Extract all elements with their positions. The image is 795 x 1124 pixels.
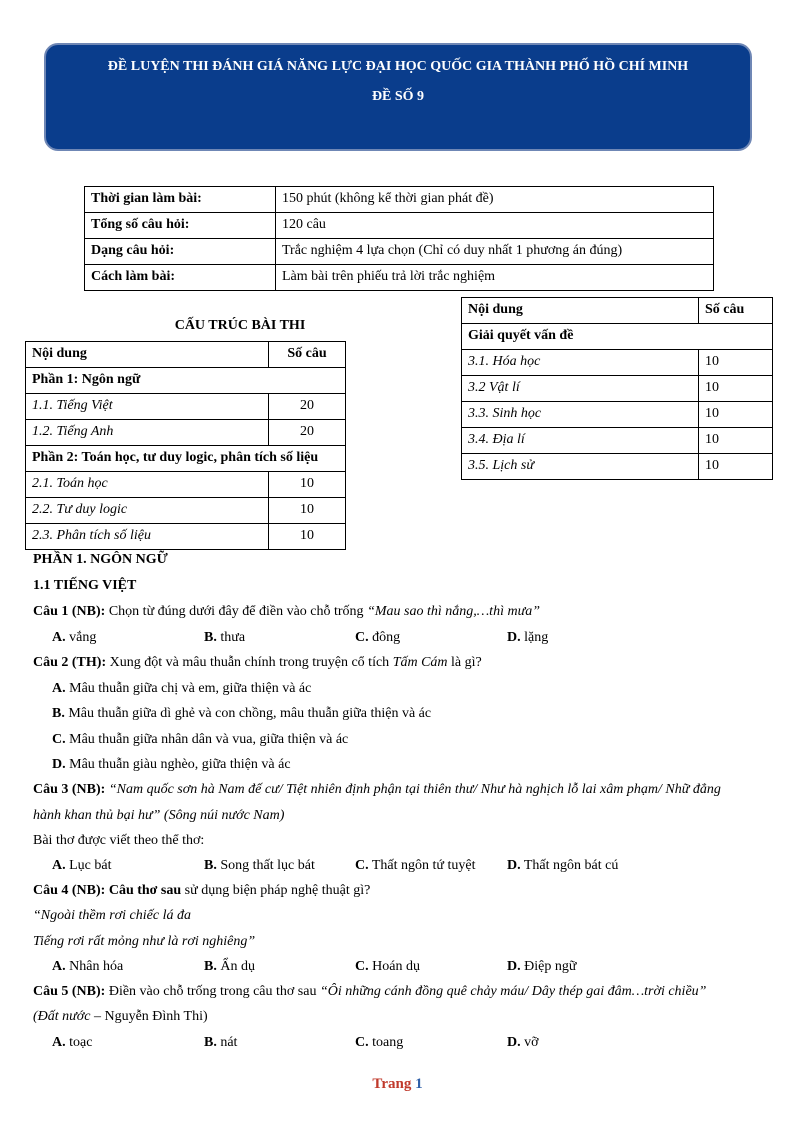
exam-title-banner (44, 43, 752, 151)
exam-info-table (84, 186, 714, 291)
option-text: Lục bát (69, 858, 112, 873)
section-heading: PHẦN 1. NGÔN NGỮ (33, 552, 168, 567)
option-text: Hoán dụ (372, 959, 420, 974)
option-a (52, 959, 123, 975)
option-d (507, 959, 576, 975)
topic-name: 3.3. Sinh học (462, 402, 699, 428)
page-label: Trang (372, 1076, 412, 1092)
topic-count: 10 (699, 376, 773, 402)
table-row (85, 265, 714, 291)
option-text: Ẩn dụ (220, 959, 255, 974)
topic-name: 1.1. Tiếng Việt (26, 394, 269, 420)
option-letter: D. (507, 858, 521, 873)
option-text: thưa (220, 630, 246, 645)
option-text: Mâu thuẫn giữa dì ghẻ và con chồng, mâu thuẫn giữa thiện và ác (68, 706, 432, 721)
option-text: Điệp ngữ (524, 959, 577, 974)
question-label: Câu 1 (NB): (33, 604, 106, 619)
topic-name: 1.2. Tiếng Anh (26, 420, 269, 446)
option-letter: B. (204, 858, 217, 873)
option-letter: A. (52, 630, 66, 645)
option-d (52, 757, 291, 773)
option-d (507, 1035, 539, 1051)
option-c (355, 630, 400, 646)
option-c (355, 1035, 403, 1051)
column-header: Số câu (269, 342, 346, 368)
option-letter: C. (355, 959, 369, 974)
info-label: Tổng số câu hỏi: (85, 213, 276, 239)
option-text: đông (372, 630, 401, 645)
option-b (52, 706, 431, 722)
table-row (26, 368, 346, 394)
table-row (26, 524, 346, 550)
option-letter: D. (507, 959, 521, 974)
column-header: Nội dung (26, 342, 269, 368)
option-letter: C. (355, 1035, 369, 1050)
exam-number: ĐỀ SỐ 9 (371, 89, 425, 104)
topic-count: 20 (269, 394, 346, 420)
structure-table-left (25, 341, 346, 550)
option-letter: A. (52, 858, 66, 873)
option-text: toạc (69, 1035, 93, 1050)
question-text: Xung đột và mâu thuẫn chính trong truyện cổ tích (106, 655, 393, 670)
option-text: lặng (524, 630, 549, 645)
option-letter: D. (507, 1035, 521, 1050)
question-5 (33, 984, 706, 1000)
topic-name: 3.2 Vật lí (462, 376, 699, 402)
option-d (507, 858, 618, 874)
option-text: Mâu thuẫn giàu nghèo, giữa thiện và ác (69, 757, 291, 772)
option-a (52, 630, 96, 646)
question-label: Câu 3 (NB): (33, 782, 106, 797)
info-label: Dạng câu hỏi: (85, 239, 276, 265)
source-title: (Đất nước (33, 1009, 91, 1024)
source-author: – Nguyễn Đình Thi) (90, 1009, 208, 1024)
question-4 (33, 883, 370, 899)
question-1 (33, 604, 540, 620)
option-text: nát (220, 1035, 238, 1050)
option-letter: C. (355, 858, 369, 873)
option-letter: A. (52, 959, 66, 974)
part-heading: Giải quyết vấn đề (462, 324, 773, 350)
table-row (85, 187, 714, 213)
table-row (85, 239, 714, 265)
table-row (462, 350, 773, 376)
subsection-heading: 1.1 TIẾNG VIỆT (33, 578, 137, 593)
info-label: Thời gian làm bài: (85, 187, 276, 213)
table-row (462, 402, 773, 428)
option-b (204, 858, 315, 874)
option-text: vỡ (524, 1035, 539, 1050)
question-label: Câu 4 (NB): Câu thơ sau (33, 883, 182, 898)
topic-count: 10 (699, 350, 773, 376)
option-letter: B. (204, 959, 217, 974)
option-text: toang (372, 1035, 404, 1050)
topic-name: 3.1. Hóa học (462, 350, 699, 376)
option-text: Thất ngôn tứ tuyệt (371, 858, 476, 873)
table-row (85, 213, 714, 239)
topic-count: 10 (699, 428, 773, 454)
structure-table-right (461, 297, 773, 480)
poem-quote-cont: hành khan thủ bại hư” (Sông núi nước Nam) (33, 808, 285, 823)
table-row (462, 376, 773, 402)
question-label: Câu 2 (TH): (33, 655, 107, 670)
option-c (355, 858, 476, 874)
table-row (26, 472, 346, 498)
option-text: Nhân hóa (69, 959, 124, 974)
table-header-row (462, 298, 773, 324)
question-prompt: Bài thơ được viết theo thể thơ: (33, 833, 205, 848)
question-text: sử dụng biện pháp nghệ thuật gì? (181, 883, 371, 898)
option-a (52, 681, 311, 697)
topic-name: 2.2. Tư duy logic (26, 498, 269, 524)
info-value: Làm bài trên phiếu trả lời trắc nghiệm (276, 265, 714, 291)
info-value: 150 phút (không kể thời gian phát đề) (276, 187, 714, 213)
verse-line: “Ngoài thềm rơi chiếc lá đa (33, 908, 191, 923)
option-text: Song thất lục bát (220, 858, 315, 873)
option-b (204, 959, 255, 975)
topic-name: 3.5. Lịch sử (462, 454, 699, 480)
topic-count: 10 (269, 472, 346, 498)
option-letter: C. (52, 732, 66, 747)
table-row (462, 428, 773, 454)
topic-count: 10 (269, 498, 346, 524)
topic-name: 2.3. Phân tích số liệu (26, 524, 269, 550)
option-c (52, 732, 348, 748)
topic-count: 10 (699, 454, 773, 480)
option-b (204, 1035, 237, 1051)
poem-source (33, 1009, 208, 1025)
option-text: Mâu thuẫn giữa chị và em, giữa thiện và ác (69, 681, 312, 696)
table-header-row (26, 342, 346, 368)
topic-name: 2.1. Toán học (26, 472, 269, 498)
topic-count: 10 (269, 524, 346, 550)
question-text: Chọn từ đúng dưới đây để điền vào chỗ trống (105, 604, 368, 619)
column-header: Nội dung (462, 298, 699, 324)
page-number: 1 (415, 1076, 423, 1092)
option-letter: B. (52, 706, 65, 721)
structure-title: CẤU TRÚC BÀI THI (174, 318, 306, 333)
option-c (355, 959, 420, 975)
page-footer (0, 1076, 795, 1093)
option-a (52, 1035, 92, 1051)
table-row (462, 454, 773, 480)
topic-count: 20 (269, 420, 346, 446)
option-letter: D. (52, 757, 66, 772)
story-title: Tấm Cám (392, 655, 448, 670)
part-heading: Phần 2: Toán học, tư duy logic, phân tích số liệu (26, 446, 346, 472)
option-letter: A. (52, 1035, 66, 1050)
option-d (507, 630, 548, 646)
question-text: Điền vào chỗ trống trong câu thơ sau (105, 984, 320, 999)
table-row (26, 394, 346, 420)
poem-quote: “Nam quốc sơn hà Nam đế cư/ Tiệt nhiên định phận tại thiên thư/ Như hà nghịch lỗ lai xâm phạm/ Nhữ đẳng (105, 782, 721, 797)
table-row (462, 324, 773, 350)
question-label: Câu 5 (NB): (33, 984, 106, 999)
verse-line: Tiếng rơi rất mỏng như là rơi nghiêng” (33, 934, 256, 949)
option-letter: B. (204, 1035, 217, 1050)
table-row (26, 498, 346, 524)
question-quote: “Mau sao thì nắng,…thì mưa” (367, 604, 540, 619)
topic-name: 3.4. Địa lí (462, 428, 699, 454)
question-text-end: là gì? (447, 655, 482, 670)
info-label: Cách làm bài: (85, 265, 276, 291)
option-text: Mâu thuẫn giữa nhân dân và vua, giữa thiện và ác (69, 732, 349, 747)
option-text: vắng (69, 630, 97, 645)
option-letter: B. (204, 630, 217, 645)
option-letter: D. (507, 630, 521, 645)
info-value: Trắc nghiệm 4 lựa chọn (Chỉ có duy nhất 1 phương án đúng) (276, 239, 714, 265)
option-text: Thất ngôn bát cú (523, 858, 619, 873)
table-row (26, 420, 346, 446)
info-value: 120 câu (276, 213, 714, 239)
exam-title: ĐỀ LUYỆN THI ĐÁNH GIÁ NĂNG LỰC ĐẠI HỌC QUỐC GIA THÀNH PHỐ HỒ CHÍ MINH (107, 59, 689, 74)
question-3 (33, 782, 721, 798)
option-letter: A. (52, 681, 66, 696)
question-2 (33, 655, 482, 671)
column-header: Số câu (699, 298, 773, 324)
option-letter: C. (355, 630, 369, 645)
part-heading: Phần 1: Ngôn ngữ (26, 368, 346, 394)
table-row (26, 446, 346, 472)
option-b (204, 630, 245, 646)
topic-count: 10 (699, 402, 773, 428)
option-a (52, 858, 112, 874)
poem-quote: “Ôi những cánh đồng quê chảy máu/ Dây thép gai đâm…trời chiều” (319, 984, 707, 999)
